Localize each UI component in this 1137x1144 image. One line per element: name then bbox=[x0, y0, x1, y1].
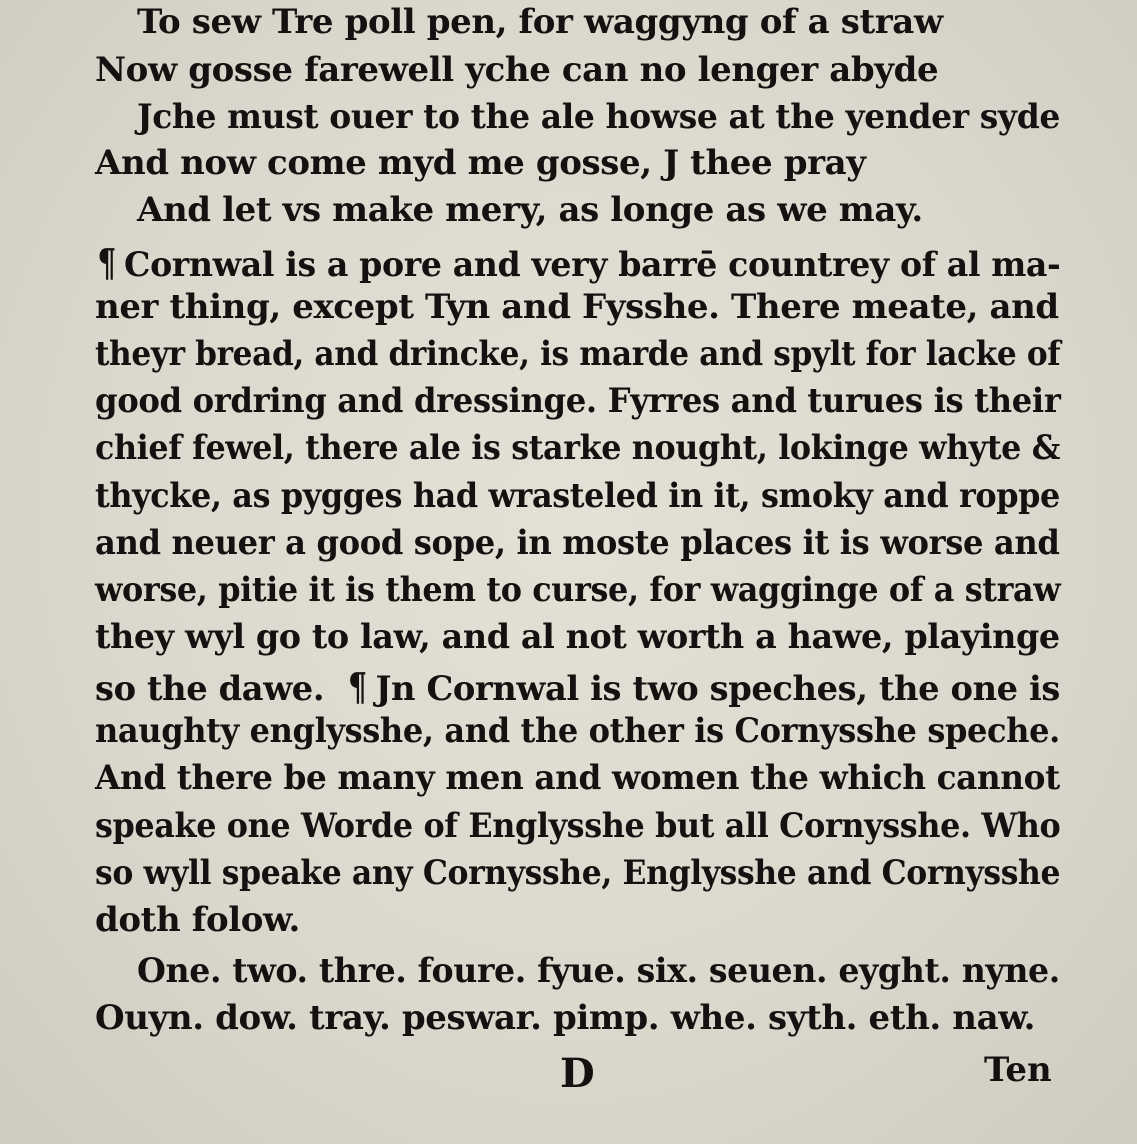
prose-line-10 bbox=[95, 664, 1060, 709]
prose-line-12: And there be many men and women the which cannot bbox=[95, 758, 1060, 798]
prose-text: Cornwal is a pore and very barrē countrey of al ma- bbox=[124, 245, 1061, 285]
prose-line-6: thycke, as pygges had wrasteled in it, smoky and roppe bbox=[95, 476, 1060, 516]
prose-line-2: ner thing, except Tyn and Fysshe. There meate, and bbox=[95, 287, 1059, 327]
verse-line-3: Jche must ouer to the ale howse at the yender syde bbox=[137, 97, 1060, 137]
prose-text: Jn Cornwal is two speches, the one is bbox=[375, 669, 1061, 709]
prose-line-9: they wyl go to law, and al not worth a hawe, playinge bbox=[95, 617, 1060, 657]
verse-line-5: And let vs make mery, as longe as we may. bbox=[137, 190, 923, 230]
verse-line-1: To sew Tre poll pen, for waggyng of a straw bbox=[137, 2, 943, 42]
prose-line-11: naughty englysshe, and the other is Cornysshe speche. bbox=[95, 711, 1060, 751]
prose-line-7: and neuer a good sope, in moste places it is worse and bbox=[95, 523, 1060, 563]
prose-line-14: so wyll speake any Cornysshe, Englysshe and Cornysshe bbox=[95, 853, 1061, 893]
numbers-cornish: Ouyn. dow. tray. peswar. pimp. whe. syth. eth. naw. bbox=[95, 998, 1036, 1038]
catchword: Ten bbox=[984, 1050, 1052, 1090]
verse-line-2: Now gosse farewell yche can no lenger abyde bbox=[95, 50, 939, 90]
prose-line-13: speake one Worde of Englysshe but all Cornysshe. Who bbox=[95, 806, 1061, 846]
prose-text: so the dawe. bbox=[95, 669, 325, 709]
pilcrow-mark: ¶ bbox=[348, 664, 368, 709]
prose-line-4: good ordring and dressinge. Fyrres and turues is their bbox=[95, 381, 1061, 421]
signature-mark: D bbox=[560, 1050, 595, 1097]
numbers-english: One. two. thre. foure. fyue. six. seuen. eyght. nyne. bbox=[137, 951, 1060, 991]
pilcrow-mark: ¶ bbox=[97, 240, 116, 285]
prose-line-5: chief fewel, there ale is starke nought, lokinge whyte & bbox=[95, 428, 1061, 468]
prose-line-3: theyr bread, and drincke, is marde and spylt for lacke of bbox=[95, 334, 1061, 374]
prose-line-8: worse, pitie it is them to curse, for wagginge of a straw bbox=[95, 570, 1061, 610]
prose-line-15: doth folow. bbox=[95, 900, 300, 940]
prose-line-1 bbox=[95, 240, 1060, 285]
verse-line-4: And now come myd me gosse, J thee pray bbox=[95, 143, 866, 183]
